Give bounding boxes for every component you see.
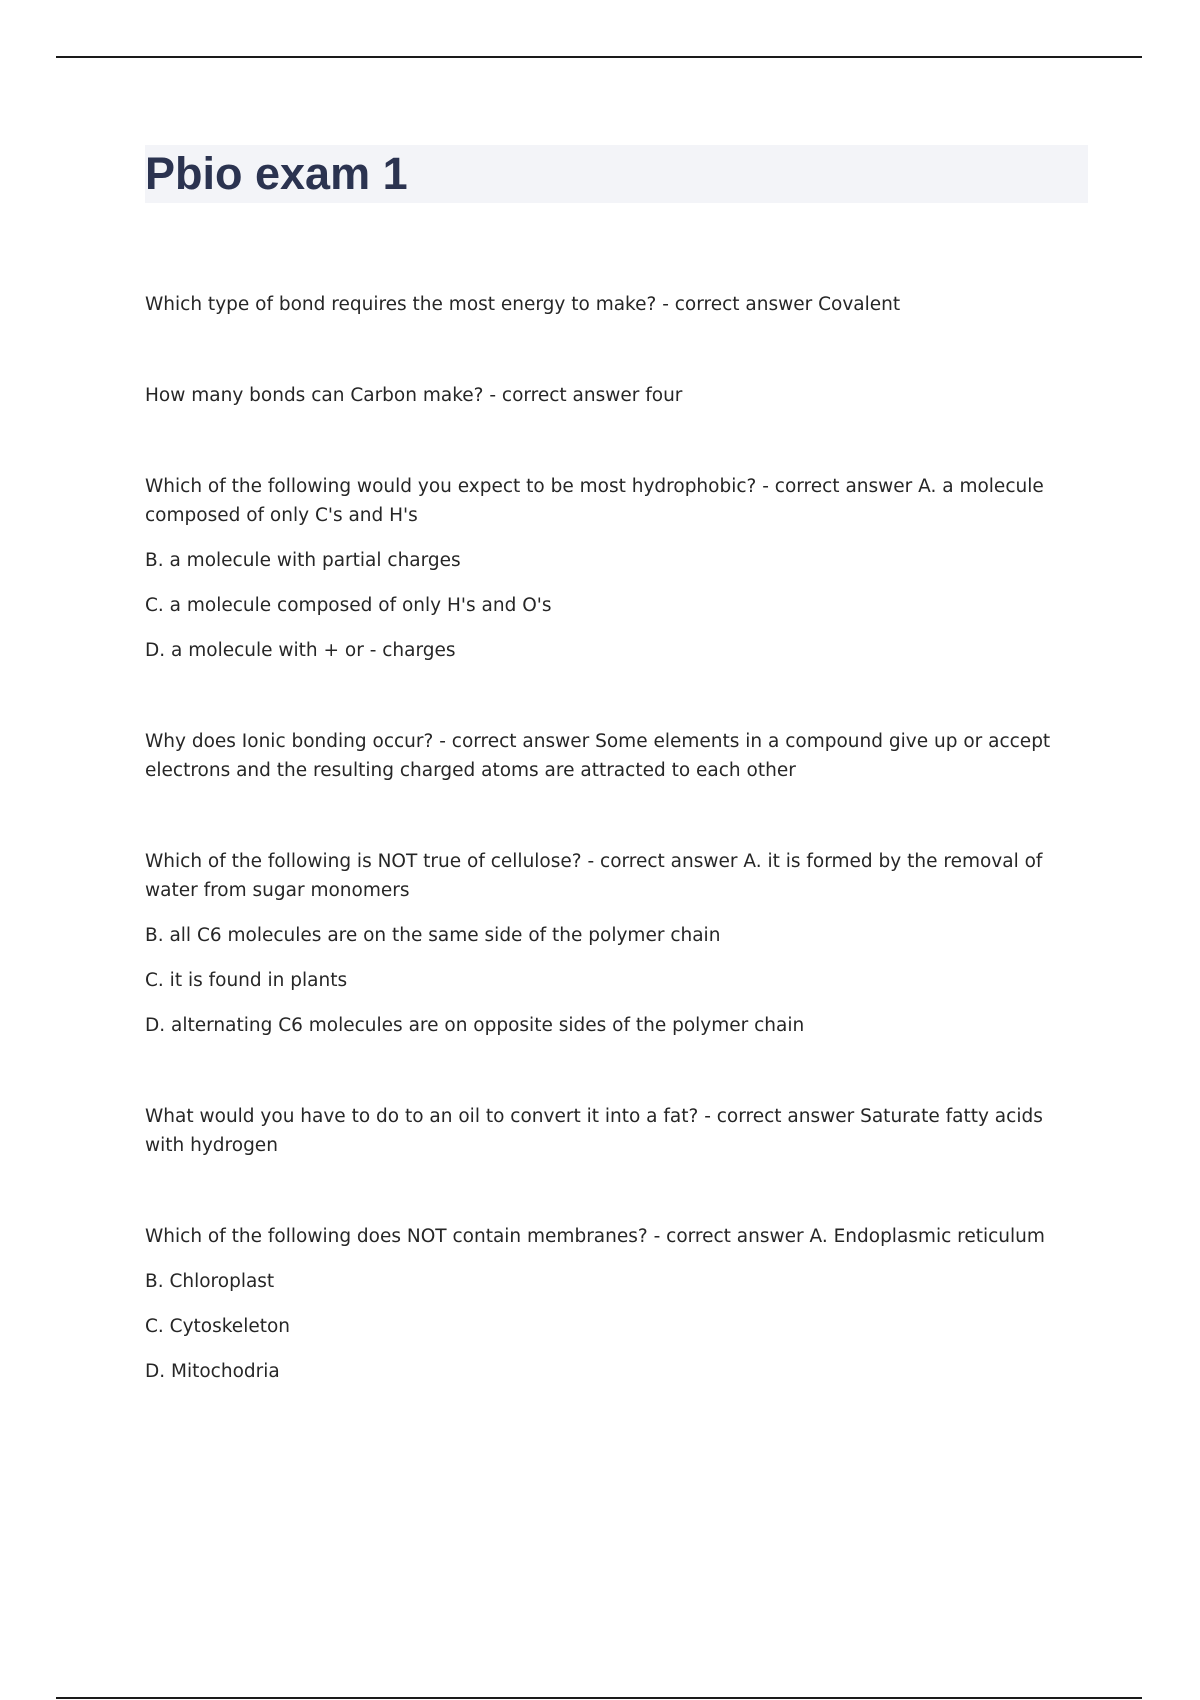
qa-question: Why does Ionic bonding occur? - correct answer Some elements in a compound give up or accept electrons and the resulting charged atoms are attracted to each other xyxy=(145,731,1051,781)
qa-question: What would you have to do to an oil to convert it into a fat? - correct answer Saturate fatty acids with hydrogen xyxy=(145,1106,1043,1156)
qa-option: B. all C6 molecules are on the same side of the polymer chain xyxy=(145,925,721,946)
qa-option: D. alternating C6 molecules are on opposite sides of the polymer chain xyxy=(145,1015,805,1036)
qa-item xyxy=(145,1102,1085,1160)
qa-question: How many bonds can Carbon make? - correct answer four xyxy=(145,385,683,406)
qa-question: Which of the following does NOT contain membranes? - correct answer A. Endoplasmic reticulum xyxy=(145,1226,1045,1247)
header-rule xyxy=(56,56,1142,58)
qa-option: C. a molecule composed of only H's and O's xyxy=(145,595,552,616)
qa-option: B. a molecule with partial charges xyxy=(145,550,461,571)
qa-item xyxy=(145,290,1085,319)
qa-item xyxy=(145,381,1085,410)
qa-option: C. Cytoskeleton xyxy=(145,1316,291,1337)
footer-rule xyxy=(56,1697,1142,1699)
qa-option: D. a molecule with + or - charges xyxy=(145,640,456,661)
qa-option: D. Mitochodria xyxy=(145,1361,280,1382)
qa-question: Which type of bond requires the most energy to make? - correct answer Covalent xyxy=(145,294,901,315)
qa-item xyxy=(145,727,1085,785)
page-title: Pbio exam 1 xyxy=(145,148,408,199)
qa-item xyxy=(145,847,1085,1040)
qa-option: C. it is found in plants xyxy=(145,970,348,991)
qa-item xyxy=(145,1222,1085,1386)
qa-item xyxy=(145,472,1085,665)
qa-question: Which of the following is NOT true of cellulose? - correct answer A. it is formed by the removal of water from sugar monomers xyxy=(145,851,1043,901)
qa-option: B. Chloroplast xyxy=(145,1271,275,1292)
qa-list xyxy=(145,290,1085,1448)
qa-question: Which of the following would you expect to be most hydrophobic? - correct answer A. a molecule composed of only C's and H's xyxy=(145,476,1044,526)
